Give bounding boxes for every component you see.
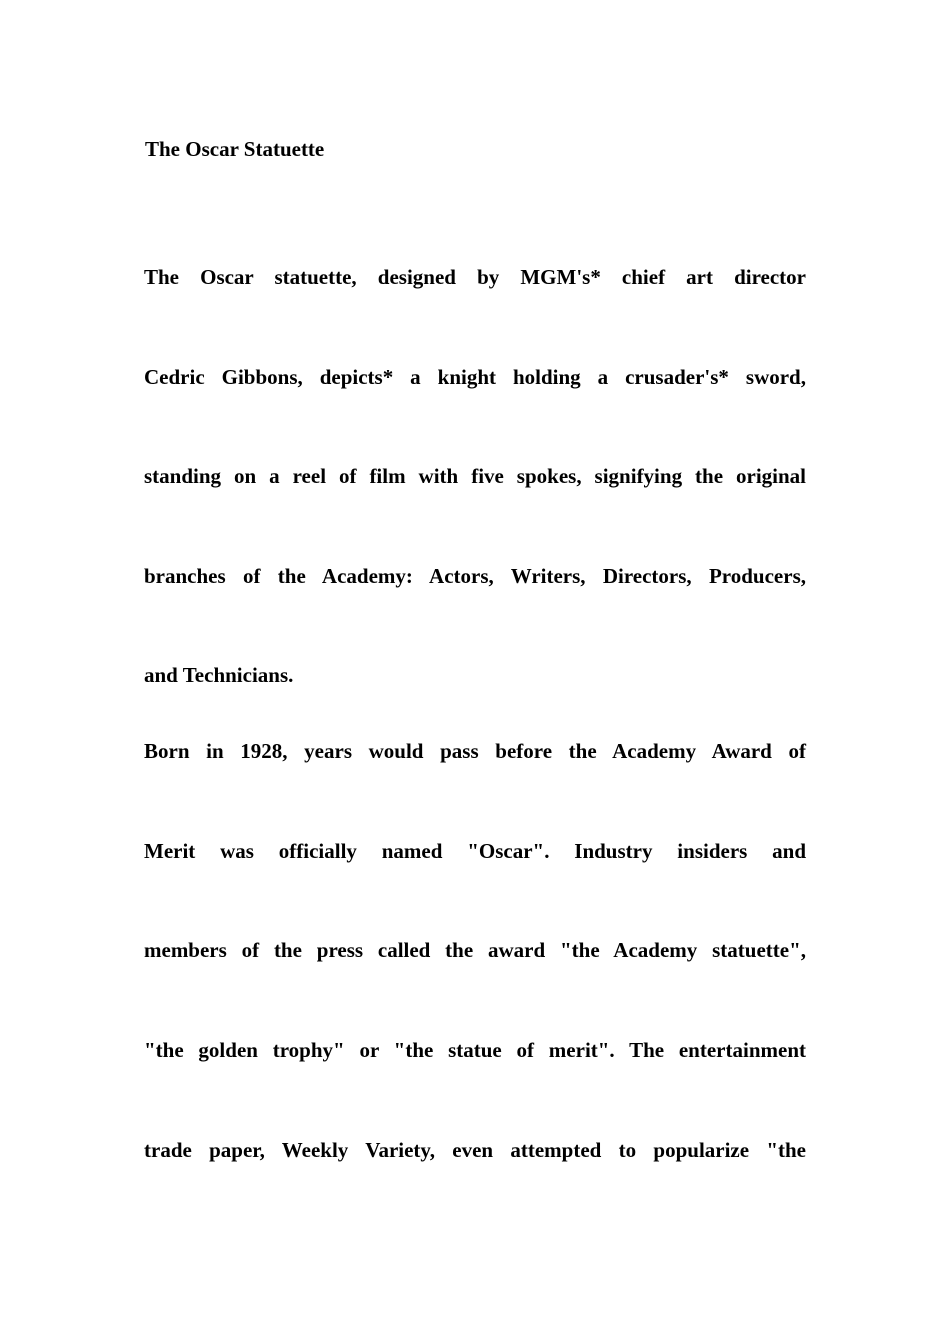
paragraph-2-line-5: trade paper, Weekly Variety, even attempted to popularize "the [144,1138,806,1162]
paragraph-1-line-4: branches of the Academy: Actors, Writers, Directors, Producers, [144,564,806,588]
paragraph-2-line-3: members of the press called the award "the Academy statuette", [144,938,806,962]
paragraph-1-line-3: standing on a reel of film with five spokes, signifying the original [144,464,806,488]
paragraph-1-line-2: Cedric Gibbons, depicts* a knight holding a crusader's* sword, [144,365,806,389]
paragraph-2-line-1: Born in 1928, years would pass before the Academy Award of [144,739,806,763]
document-title: The Oscar Statuette [145,137,325,161]
paragraph-1-line-5: and Technicians. [144,663,294,687]
paragraph-1-line-1: The Oscar statuette, designed by MGM's* chief art director [144,265,806,289]
paragraph-2-line-2: Merit was officially named "Oscar". Industry insiders and [144,839,806,863]
paragraph-2-line-4: "the golden trophy" or "the statue of merit". The entertainment [144,1038,806,1062]
